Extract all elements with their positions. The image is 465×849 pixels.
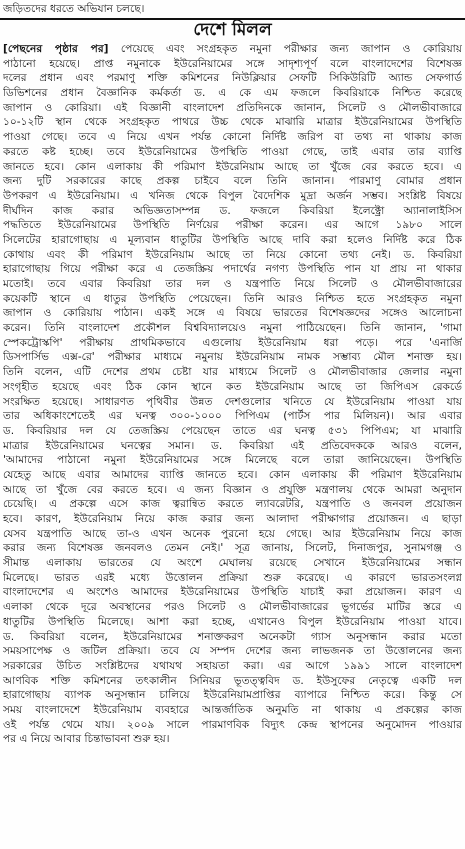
article-line	[3, 732, 462, 747]
article-line-text: হারাগোছায় ব্যাপক অনুসন্ধান চালিয়ে ইউরেনিয়ামপ্রাপ্তির ব্যাপারে নিশ্চিত করে। কিন্তু সে	[3, 689, 462, 702]
article-line	[3, 453, 462, 468]
article-line	[3, 600, 462, 615]
article-line	[3, 145, 462, 160]
article-line	[3, 218, 462, 233]
article-line-text: তার অধিকাংশেতেই এর ঘনত্ব ৩০০-১০০০ পিপিএম (পার্টস পার মিলিয়ন)। আর এবার	[3, 410, 462, 423]
article-line-text: বাংলাদেশের এ অংশেও আমাদের ইউরেনিয়ামের উপস্থিতি যাচাই করা প্রয়োজন। কারণ এ	[3, 586, 462, 599]
article-line	[3, 57, 462, 72]
article-line	[3, 483, 462, 498]
article-line-text: করার জন্য বিশেষজ্ঞ জনবলও তেমন নেই।' সূত্র জানায়, সিলেট, দিনাজপুর, সুনামগঞ্জ ও	[3, 542, 462, 555]
article-line	[3, 615, 462, 630]
article-line-text: করেন। তিনি বাংলাদেশ প্রকৌশল বিশ্ববিদ্যালয়েও নমুনা পাঠিয়েছেন। তিনি জানান, 'গামা	[3, 322, 462, 335]
article-line-text: ড. কিবরিয়ার দল যে তেজস্ক্রিয় পেয়েছেন তাতে এর ঘনত্ব ৫৩১ পিপিএম; যা মাঝারি	[3, 424, 462, 437]
previous-article-tail: জড়িতদের ধরতে অভিযান চলছে।	[3, 3, 145, 15]
article-line	[3, 306, 462, 321]
article-line-text: জাপান ও কোরিয়া। এই বিজ্ঞানী বাংলাদেশ প্রতিদিনকে জানান, সিলেট ও মৌলভীবাজারে	[3, 101, 462, 114]
article-line	[3, 71, 462, 86]
article-line-text: কয়েকটি স্থানে এ ধাতুর উপস্থিতি পেয়েছেন। তিনি আরও নিশ্চিত হতে সংগ্রহকৃত নমুনা	[3, 292, 462, 305]
article-line	[3, 174, 462, 189]
article-line-text: সংগৃহীত হয়েছে এবং ঠিক কোন স্থানে কত ইউরেনিয়াম আছে তা জিপিএস রেকর্ডে	[3, 380, 462, 393]
article-line-text: তিনি বলেন, এটি দেশের প্রথম চেষ্টা যার মাধ্যমে সিলেট ও মৌলভীবাজার জেলার নমুনা	[3, 366, 462, 379]
article-line-text: মাত্রার ইউরেনিয়ামের ঘনত্বের সমান। ড. কিবরিয়া এই প্রতিবেদককে আরও বলেন,	[3, 439, 462, 452]
article-line-text: দলের প্রধান এবং পরমাণু শক্তি কমিশনের নিউক্লিয়ার সেফটি সিকিউরিটি অ্যান্ড সেফগার্ড	[3, 72, 462, 85]
article-line	[3, 659, 462, 674]
article-line	[3, 512, 462, 527]
article-line-text: পাঠানো হয়েছে। প্রাপ্ত নমুনাকে ইউরেনিয়ামের সঙ্গে সাদৃশ্যপূর্ণ বলে বাংলাদেশের বিশেষজ্ঞ	[3, 57, 462, 70]
article-line-text: যেহেতু আছে এবার আমাদের ব্যাপ্তি জানতে হবে। কোন এলাকায় কী পরিমাণ ইউরেনিয়াম	[3, 468, 462, 481]
article-line	[3, 395, 462, 410]
article-line-text: কোথায় এবং কী পরিমাণ ইউরেনিয়াম আছে তা নিয়ে কোনো তথ্য নেই। ড. কিবরিয়া	[3, 248, 462, 261]
article-line-text: সময়সাপেক্ষ ও জটিল প্রক্রিয়া। তবে যে সম্পদ দেশের জন্য লাভজনক তা উত্তোলনের জন্য	[3, 645, 462, 658]
article-line	[3, 115, 462, 130]
article-line-text: পর এ নিয়ে আবার চিন্তাভাবনা শুরু হয়।	[3, 733, 170, 746]
article-line	[3, 248, 462, 263]
article-line	[3, 365, 462, 380]
article-line	[3, 350, 462, 365]
article-line-text: ধাতুটির উপস্থিতি মিলেছে। আশা করা হচ্ছে, এখানেও বিপুল ইউরেনিয়াম পাওয়া যাবে।	[3, 615, 462, 628]
article-line	[3, 585, 462, 600]
article-line-text: হবে। কারণ, ইউরেনিয়াম নিয়ে কাজ করার জন্য আলাদা পরীক্ষাগার প্রয়োজন। এ ছাড়া	[3, 513, 462, 525]
article-line	[3, 497, 462, 512]
article-line-text: সিলেটের হারাগোছায় এ মূল্যবান ধাতুটির উপস্থিতি আছে দাবি করা হলেও নির্দিষ্ট করে ঠিক	[3, 233, 462, 246]
article-line-text: এলাকা থেকে দূরে অবস্থানের পরও সিলেট ও মৌলভীবাজারের ভূগর্ভের মাটির স্তরে এ	[3, 601, 462, 614]
article-line	[3, 101, 462, 116]
article-line	[3, 277, 462, 292]
article-line-text: সময় বাংলাদেশে ইউরেনিয়াম ব্যবহারে আন্তর্জাতিক অনুমতি না থাকায় এ প্রকল্পের কাজ	[3, 703, 462, 716]
article-line-text: উপকরণ এ ইউরেনিয়াম। এ খনিজ থেকে বিপুল বৈদেশিক মুদ্রা অর্জন সম্ভব। সংশ্লিষ্ট বিষয়ে	[3, 189, 462, 202]
article-line-text: জাপান ও কোরিয়ায় পাঠান। একই সঙ্গে এ বিষয়ে ভারতের বিশেষজ্ঞদের সঙ্গেও আলোচনা	[3, 307, 462, 320]
article-line-text: করতে কষ্ট হচ্ছে। তবে ইউরেনিয়ামের উপস্থিতি পাওয়া গেছে, তাই এবার তার ব্যাপ্তি	[3, 145, 462, 158]
article-line-text: মতোই। তবে এবার কিবরিয়া তার দল ও যন্ত্রপাতি নিয়ে সিলেট ও মৌলভীবাজারের	[3, 278, 462, 290]
article-line	[3, 262, 462, 277]
article-line	[3, 424, 462, 439]
article-line	[3, 336, 462, 351]
article-line	[3, 380, 462, 395]
article-line-text: পাওয়া গেছে। তবে এ নিয়ে এখন পর্যন্ত কোনো নির্দিষ্ট জরিপ বা তথ্য না থাকায় কাজ	[3, 131, 462, 144]
article-line	[3, 439, 462, 454]
article-line-text: স্পেকট্রোস্কপি' পরীক্ষায় প্রাথমিকভাবে এগুলোয় ইউরেনিয়াম ধরা পড়ে। পরে 'এনার্জি	[3, 336, 462, 349]
article-line	[3, 204, 462, 219]
article-line-text: জন্য দুটি সরকারের কাছে প্রকল্প চাইবে বলে তিনি জানান। পারমাণু বোমার প্রধান	[3, 175, 462, 188]
article-line-text: আণবিক শক্তি কমিশনের তৎকালীন সিনিয়র ভূতত্ত্ববিদ ড. ইউসুফের নেতৃত্বে একটি দল	[3, 674, 462, 687]
article-line-text: সরকারের উচিত সংশ্লিষ্টদের যথাযথ সহায়তা করা। এর আগে ১৯৯১ সালে বাংলাদেশ	[3, 659, 462, 672]
article-line	[3, 688, 462, 703]
article-line	[3, 541, 462, 556]
article-line-text: ওই পর্যন্ত থেমে যায়। ২০০৯ সালে পারমাণবিক বিদ্যুৎ কেন্দ্র স্থাপনের অনুমোদন পাওয়ার	[3, 718, 462, 731]
article-line	[3, 233, 462, 248]
article-line	[3, 130, 462, 145]
article-line	[3, 630, 462, 645]
article-line	[3, 571, 462, 586]
article-headline: দেশে মিলল	[193, 20, 272, 40]
article-body	[3, 42, 462, 847]
article-line	[3, 644, 462, 659]
article-line	[3, 703, 462, 718]
article-line-text: ডিভিশনের প্রধান বৈজ্ঞানিক কর্মকর্তা ড. এ কে এম ফজলে কিবরিয়াকে নিশ্চিত করেছে	[3, 87, 462, 100]
article-line-text: সীমান্ত এলাকায় ভারতের যে অংশে মেঘালয় রয়েছে সেখানে ইউরেনিয়ামের সন্ধান	[3, 557, 462, 570]
article-line	[3, 42, 462, 57]
article-line-text: চেয়েছি। এ প্রকল্পে এসে কাজ ত্বরান্বিত করতে ল্যাবরেটরি, যন্ত্রপাতি ও জনবল প্রয়োজন	[3, 498, 462, 511]
article-line-text: পেয়েছে এবং সংগ্রহকৃত নমুনা পরীক্ষার জন্য জাপান ও কোরিয়ায়	[108, 43, 462, 55]
article-line-text: দীর্ঘদিন কাজ করার অভিজ্ঞতাসম্পন্ন ড. ফজলে কিবরিয়া ইলেক্ট্রো অ্যানালাইসিস	[3, 204, 462, 217]
article-line	[3, 674, 462, 689]
article-line	[3, 409, 462, 424]
article-line-text: ১০-১২টি স্থান থেকে সংগ্রহকৃত পাথরে উচ্চ থেকে মাঝারি মাত্রার ইউরেনিয়ামের উপস্থিতি	[3, 116, 462, 129]
article-line	[3, 189, 462, 204]
article-line	[3, 718, 462, 733]
article-line	[3, 468, 462, 483]
article-line	[3, 527, 462, 542]
article-line-text: যেসব যন্ত্রপাতি আছে তা-ও এখন অনেক পুরনো হয়ে গেছে। আর ইউরেনিয়াম নিয়ে কাজ	[3, 527, 462, 540]
article-line	[3, 86, 462, 101]
article-line	[3, 556, 462, 571]
article-line-text: সংরক্ষিত হয়েছে। সাধারণত পৃথিবীর উন্নত দেশগুলোর খনিতে যে ইউরেনিয়াম পাওয়া যায়	[3, 395, 462, 408]
article-line-text: ডিসপার্সিভ এক্স-রে' পরীক্ষার মাধ্যমে নমুনায় ইউরেনিয়াম নামক সম্ভাব্য মৌল শনাক্ত হয়।	[3, 351, 462, 364]
article-line	[3, 292, 462, 307]
continuation-tag: [পেছনের পৃষ্ঠার পর]	[3, 43, 109, 55]
article-line-text: মিলেছে। ভারত এরই মধ্যে উত্তোলন প্রক্রিয়া শুরু করেছে। এ কারণে ভারতসংলগ্ন	[3, 571, 462, 584]
article-line-text: 'আমাদের পাঠানো নমুনা ইউরেনিয়ামের সঙ্গে মিলেছে বলে তারা জানিয়েছেন। উপস্থিতি	[3, 454, 462, 467]
article-line	[3, 321, 462, 336]
article-line-text: আছে তা খুঁজে বের করতে হবে। এ জন্য বিজ্ঞান ও প্রযুক্তি মন্ত্রণালয় থেকে আমরা অনুদান	[3, 483, 462, 496]
article-line	[3, 160, 462, 175]
article-line-text: পদ্ধতিতে ইউরেনিয়ামের উপস্থিতি নির্ণয়ের পরীক্ষা করেন। এর আগে ১৯৮০ সালে	[3, 219, 462, 232]
article-line-text: হারাগোছায় গিয়ে পরীক্ষা করে এ তেজস্ক্রিয় পদার্থের নগণ্য উপস্থিতি পান যা প্রায় না থাকার	[3, 263, 462, 276]
article-line-text: ড. কিবরিয়া বলেন, ইউরেনিয়ামের শনাক্তকরণ অনেকটা গ্যাস অনুসন্ধান করার মতো	[3, 630, 462, 643]
article-line-text: জানতে হবে। কোন এলাকায় কী পরিমাণ ইউরেনিয়াম আছে তা খুঁজে বের করতে হবে। এ	[3, 160, 462, 173]
